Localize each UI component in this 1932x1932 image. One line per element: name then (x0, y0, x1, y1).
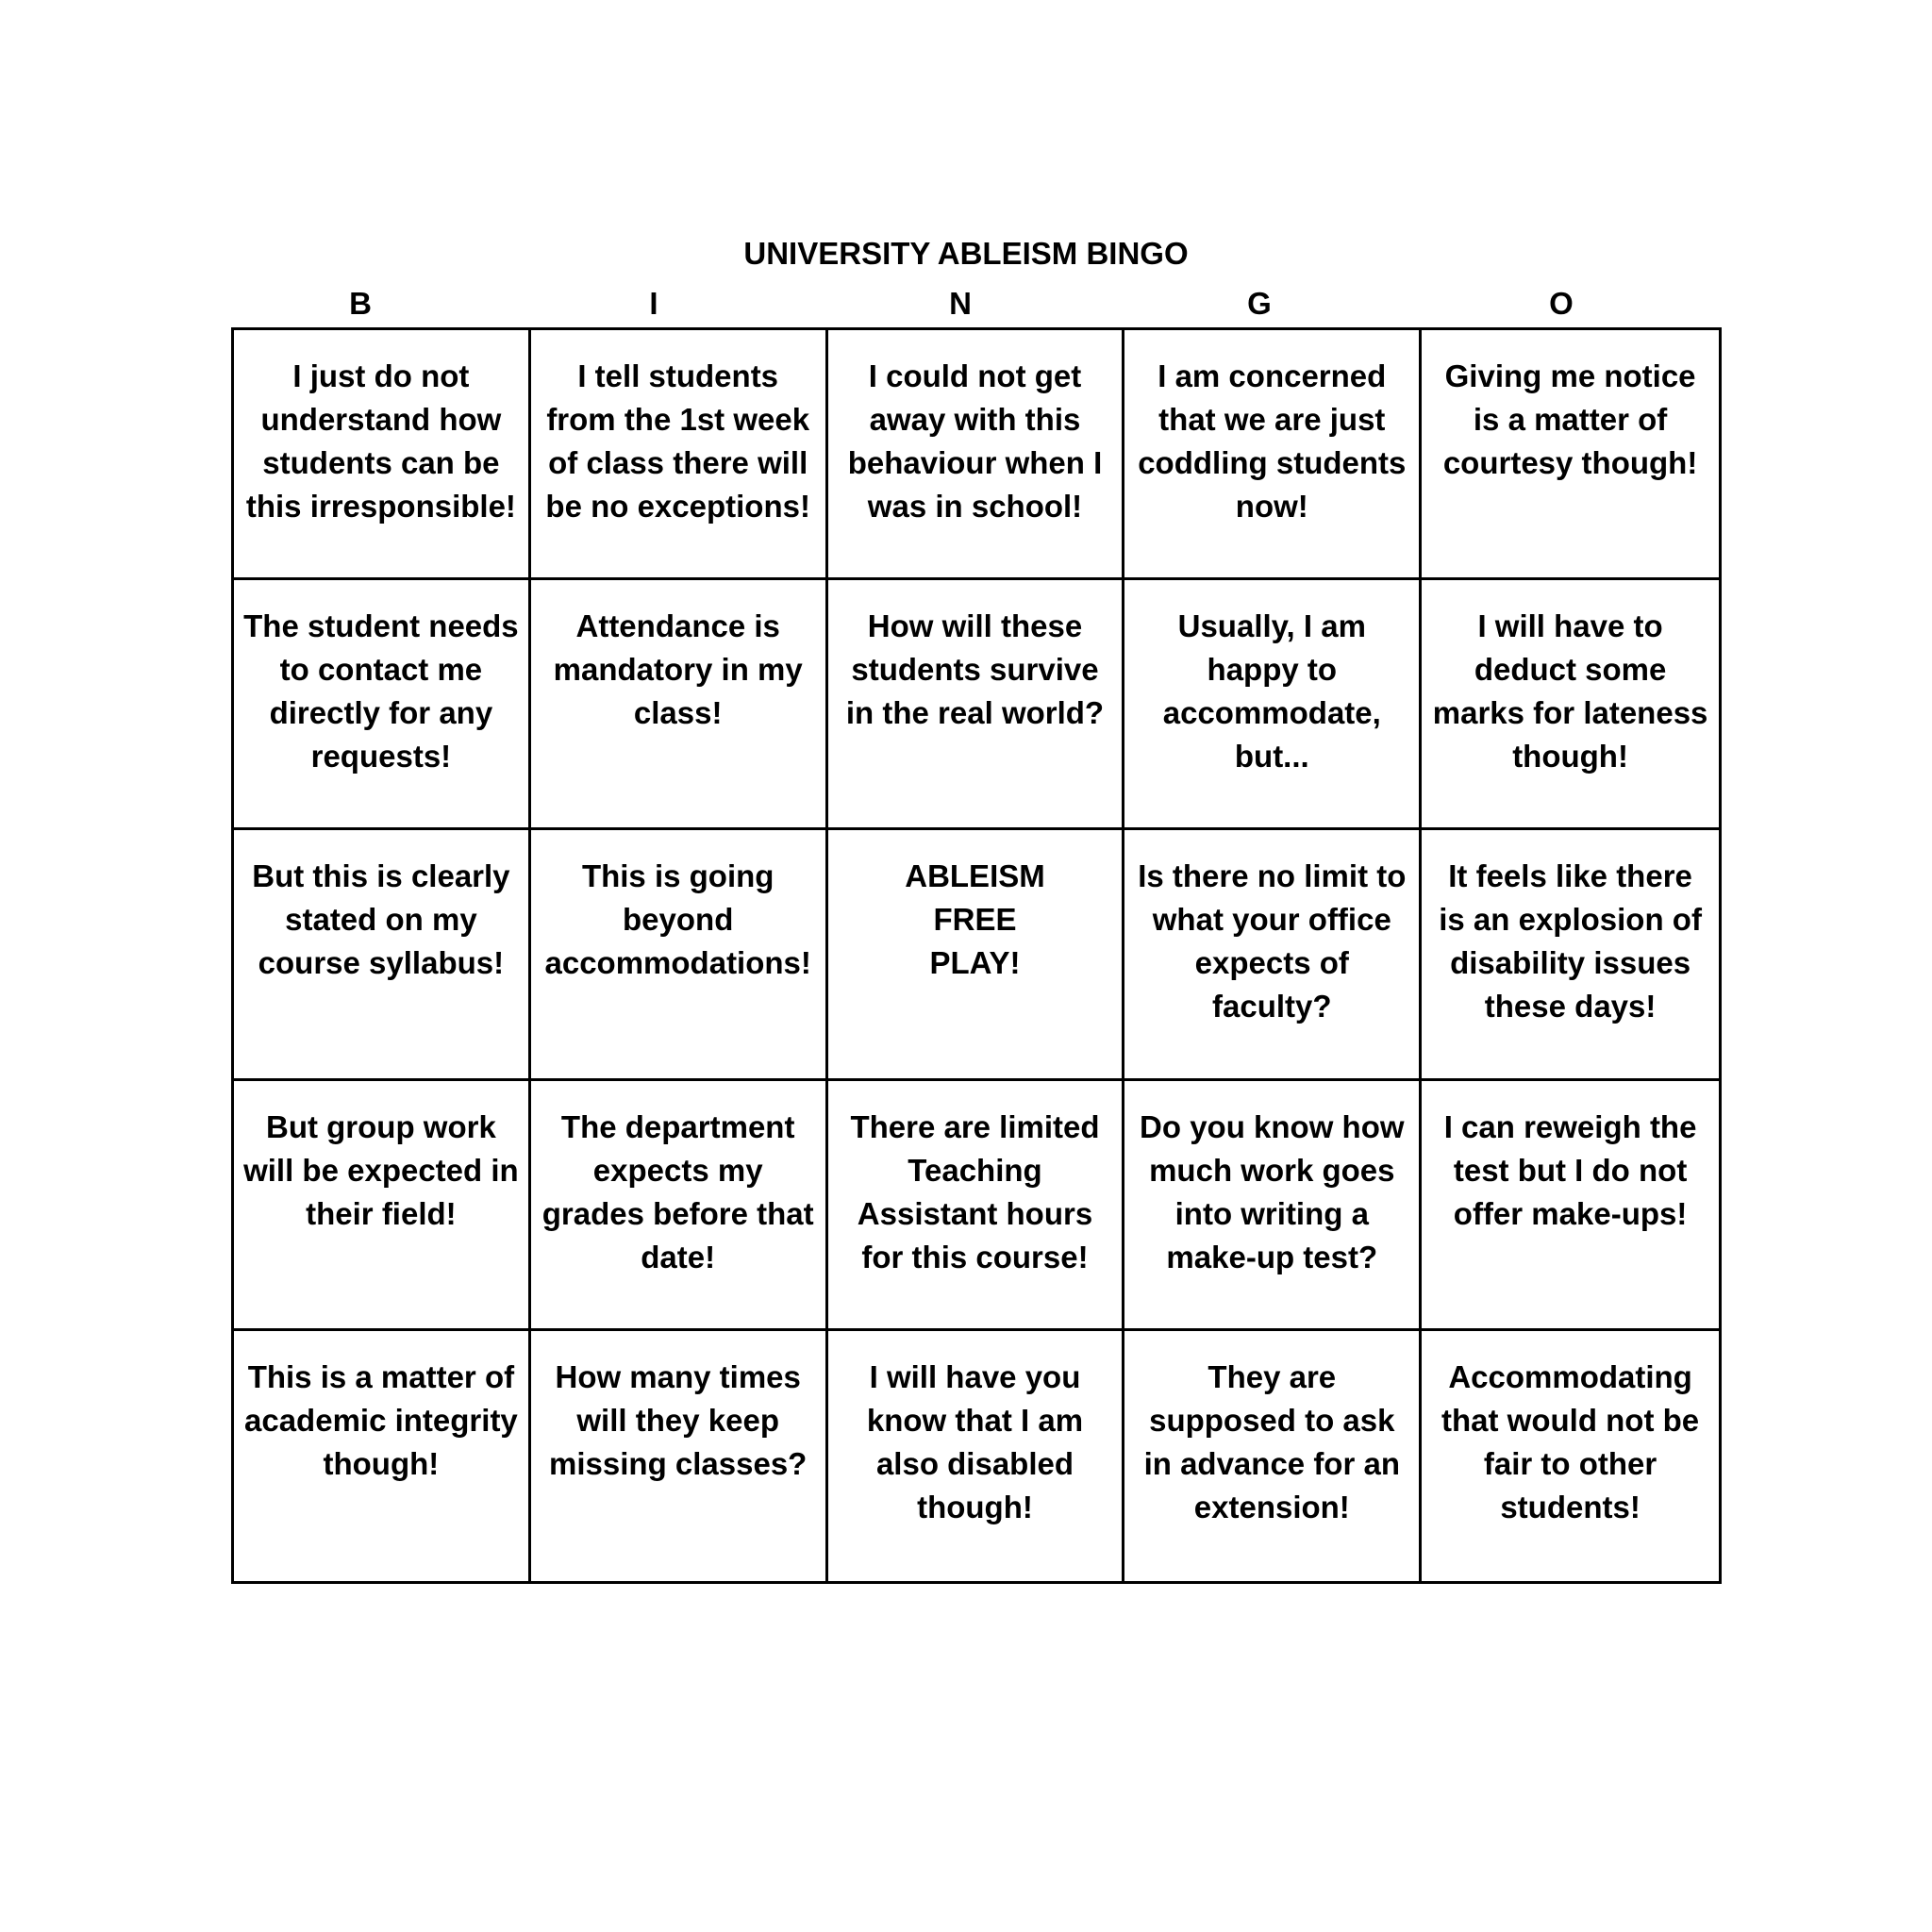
column-letter-n: N (949, 286, 972, 321)
cell-text: Attendance is mandatory in my class! (553, 608, 803, 731)
cell-text: But this is clearly stated on my course syllabus! (252, 858, 510, 981)
page-title: UNIVERSITY ABLEISM BINGO (743, 236, 1189, 271)
column-letters (231, 281, 1722, 326)
bingo-cell-g5 (1124, 1331, 1422, 1581)
cell-text: Giving me notice is a matter of courtesy though! (1442, 358, 1698, 480)
cell-text: I am concerned that we are just coddling students now! (1138, 358, 1407, 524)
cell-text: I will have you know that I am also disabled though! (866, 1358, 1084, 1524)
bingo-grid (231, 327, 1722, 1584)
cell-text: Accommodating that would not be fair to other students! (1441, 1358, 1700, 1524)
cell-text: I can reweigh the test but I do not offer make-ups! (1443, 1108, 1697, 1231)
bingo-cell-g4 (1124, 1081, 1422, 1331)
bingo-cell-i3 (531, 830, 828, 1080)
cell-text: This is going beyond accommodations! (544, 858, 811, 981)
bingo-cell-b2 (234, 580, 531, 830)
bingo-cell-n4 (828, 1081, 1125, 1331)
cell-text: They are supposed to ask in advance for an extension! (1143, 1358, 1400, 1524)
cell-text: Usually, I am happy to accommodate, but... (1162, 608, 1381, 774)
cell-text: But group work will be expected in their field! (243, 1108, 519, 1231)
cell-text: It feels like there is an explosion of disability issues these days! (1439, 858, 1702, 1024)
bingo-cell-i2 (531, 580, 828, 830)
bingo-cell-o5 (1422, 1331, 1719, 1581)
bingo-cell-o2 (1422, 580, 1719, 830)
bingo-cell-b1 (234, 330, 531, 580)
cell-text: ABLEISM FREE PLAY! (905, 858, 1045, 981)
bingo-cell-o4 (1422, 1081, 1719, 1331)
cell-text: The department expects my grades before that date! (541, 1108, 814, 1274)
bingo-cell-g1 (1124, 330, 1422, 580)
cell-text: Is there no limit to what your office expects of faculty? (1138, 858, 1407, 1024)
column-letter-i: I (649, 286, 658, 321)
bingo-cell-o3 (1422, 830, 1719, 1080)
cell-text: The student needs to contact me directly for any requests! (243, 608, 519, 774)
bingo-cell-g3 (1124, 830, 1422, 1080)
bingo-cell-b5 (234, 1331, 531, 1581)
bingo-cell-free-space (828, 830, 1125, 1080)
cell-text: How will these students survive in the real world? (845, 608, 1105, 731)
cell-text: Do you know how much work goes into writing a make-up test? (1140, 1108, 1405, 1274)
column-letter-g: G (1247, 286, 1272, 321)
column-letter-b: B (349, 286, 372, 321)
cell-text: I could not get away with this behaviour when I was in school! (847, 358, 1103, 524)
column-letter-o: O (1549, 286, 1574, 321)
bingo-cell-b4 (234, 1081, 531, 1331)
cell-text: I will have to deduct some marks for lateness though! (1432, 608, 1708, 774)
cell-text: I just do not understand how students can be this irresponsible! (245, 358, 516, 524)
bingo-cell-n1 (828, 330, 1125, 580)
cell-text: I tell students from the 1st week of class there will be no exceptions! (545, 358, 810, 524)
bingo-cell-o1 (1422, 330, 1719, 580)
bingo-cell-n2 (828, 580, 1125, 830)
bingo-cell-g2 (1124, 580, 1422, 830)
bingo-cell-b3 (234, 830, 531, 1080)
bingo-cell-i4 (531, 1081, 828, 1331)
bingo-cell-i1 (531, 330, 828, 580)
cell-text: There are limited Teaching Assistant hours for this course! (850, 1108, 1100, 1274)
bingo-cell-n5 (828, 1331, 1125, 1581)
cell-text: How many times will they keep missing classes? (549, 1358, 808, 1481)
bingo-cell-i5 (531, 1331, 828, 1581)
cell-text: This is a matter of academic integrity though! (244, 1358, 518, 1481)
